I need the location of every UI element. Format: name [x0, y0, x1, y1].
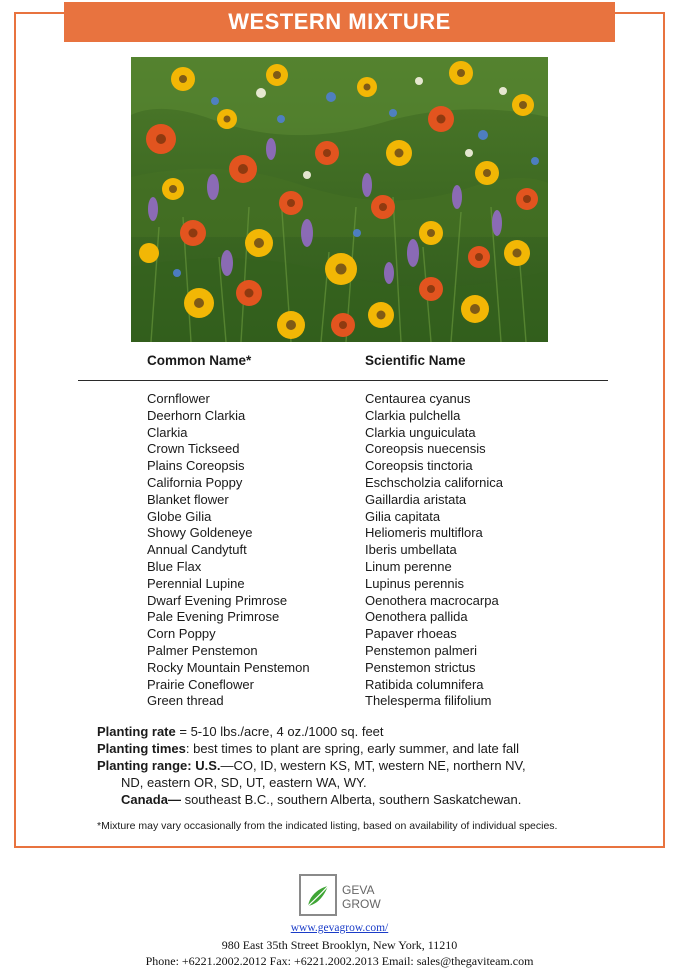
species-scientific-name: Gilia capitata: [365, 508, 441, 524]
species-table: [78, 391, 608, 710]
species-scientific-name: Ratibida columnifera: [365, 676, 484, 692]
table-row: [78, 525, 608, 542]
gevagrow-logo-icon: [294, 872, 386, 918]
table-row: [78, 626, 608, 643]
species-common-name: Crown Tickseed: [147, 441, 240, 457]
species-common-name: Showy Goldeneye: [147, 525, 253, 541]
table-row: [78, 441, 608, 458]
species-scientific-name: Linum perenne: [365, 558, 452, 574]
species-scientific-name: Oenothera pallida: [365, 609, 468, 625]
species-scientific-name: Lupinus perennis: [365, 575, 465, 591]
header-divider: [78, 380, 608, 381]
species-scientific-name: Gaillardia aristata: [365, 491, 467, 507]
species-common-name: Deerhorn Clarkia: [147, 407, 246, 423]
species-scientific-name: Oenothera macrocarpa: [365, 592, 499, 608]
species-scientific-name: Clarkia pulchella: [365, 407, 461, 423]
species-scientific-name: Coreopsis nuecensis: [365, 441, 486, 457]
table-row: [78, 492, 608, 509]
table-row: [78, 509, 608, 526]
table-row: [78, 593, 608, 610]
species-common-name: Palmer Penstemon: [147, 642, 258, 658]
canada-value: southeast B.C., southern Alberta, southern Saskatchewan.: [180, 792, 522, 807]
footer-logo: [0, 872, 679, 923]
canada-range-line: [97, 791, 617, 808]
table-row: [78, 576, 608, 593]
species-common-name: California Poppy: [147, 474, 243, 490]
planting-range-label: Planting range: U.S.: [97, 758, 221, 773]
species-scientific-name: Centaurea cyanus: [365, 391, 471, 406]
species-common-name: Globe Gilia: [147, 508, 212, 524]
column-header-scientific-name: Scientific Name: [365, 353, 466, 368]
svg-text:GROW: GROW: [341, 897, 381, 911]
website-link[interactable]: www.gevagrow.com/: [290, 922, 389, 934]
species-common-name: Annual Candytuft: [147, 542, 247, 558]
species-scientific-name: Clarkia unguiculata: [365, 424, 476, 440]
wildflower-meadow-photo: [131, 57, 548, 342]
species-scientific-name: Thelesperma filifolium: [365, 693, 492, 709]
species-scientific-name: Penstemon strictus: [365, 659, 476, 675]
species-common-name: Clarkia: [147, 424, 188, 440]
table-row: [78, 660, 608, 677]
species-common-name: Prairie Coneflower: [147, 676, 254, 692]
species-scientific-name: Penstemon palmeri: [365, 642, 477, 658]
svg-text:GEVA: GEVA: [341, 883, 374, 897]
planting-times-label: Planting times: [97, 741, 186, 756]
planting-range-value: —CO, ID, western KS, MT, western NE, northern NV,: [220, 758, 526, 773]
footer-contact: Phone: +6221.2002.2012 Fax: +6221.2002.2013 Email: sales@thegaviteam.com: [145, 954, 534, 968]
planting-rate-line: [97, 723, 617, 740]
table-header: [78, 353, 608, 379]
canada-label: Canada—: [121, 792, 181, 807]
species-common-name: Rocky Mountain Penstemon: [147, 659, 310, 675]
table-row: [78, 693, 608, 710]
table-row: [78, 643, 608, 660]
species-scientific-name: Eschscholzia californica: [365, 474, 504, 490]
species-scientific-name: Papaver rhoeas: [365, 626, 457, 642]
species-scientific-name: Iberis umbellata: [365, 542, 457, 558]
species-common-name: Pale Evening Primrose: [147, 609, 280, 625]
species-common-name: Perennial Lupine: [147, 575, 245, 591]
species-common-name: Corn Poppy: [147, 626, 216, 642]
table-row: [78, 425, 608, 442]
species-common-name: Plains Coreopsis: [147, 458, 245, 474]
species-scientific-name: Heliomeris multiflora: [365, 525, 483, 541]
planting-rate-label: Planting rate: [97, 724, 176, 739]
planting-range-line-2: [97, 774, 617, 791]
table-row: [78, 475, 608, 492]
footer-address: 980 East 35th Street Brooklyn, New York, 11210: [221, 938, 458, 952]
planting-range-value-2: ND, eastern OR, SD, UT, eastern WA, WY.: [121, 775, 367, 790]
planting-rate-value: = 5-10 lbs./acre, 4 oz./1000 sq. feet: [175, 724, 384, 739]
species-scientific-name: Coreopsis tinctoria: [365, 458, 473, 474]
table-row: [78, 458, 608, 475]
table-row: [78, 559, 608, 576]
planting-range-line: [97, 757, 617, 774]
species-common-name: Cornflower: [147, 391, 210, 406]
planting-times-line: [97, 740, 617, 757]
species-common-name: Blanket flower: [147, 491, 229, 507]
page-title: WESTERN MIXTURE: [64, 2, 615, 42]
species-common-name: Blue Flax: [147, 558, 202, 574]
planting-times-value: : best times to plant are spring, early summer, and late fall: [185, 741, 519, 756]
column-header-common-name: Common Name*: [147, 353, 252, 368]
planting-info: [97, 723, 617, 808]
table-row: [78, 542, 608, 559]
species-common-name: Green thread: [147, 693, 224, 709]
species-common-name: Dwarf Evening Primrose: [147, 592, 288, 608]
table-row: [78, 609, 608, 626]
mixture-footnote: *Mixture may vary occasionally from the indicated listing, based on availability of individual species.: [97, 820, 558, 832]
table-row: [78, 391, 608, 408]
table-row: [78, 677, 608, 694]
table-row: [78, 408, 608, 425]
